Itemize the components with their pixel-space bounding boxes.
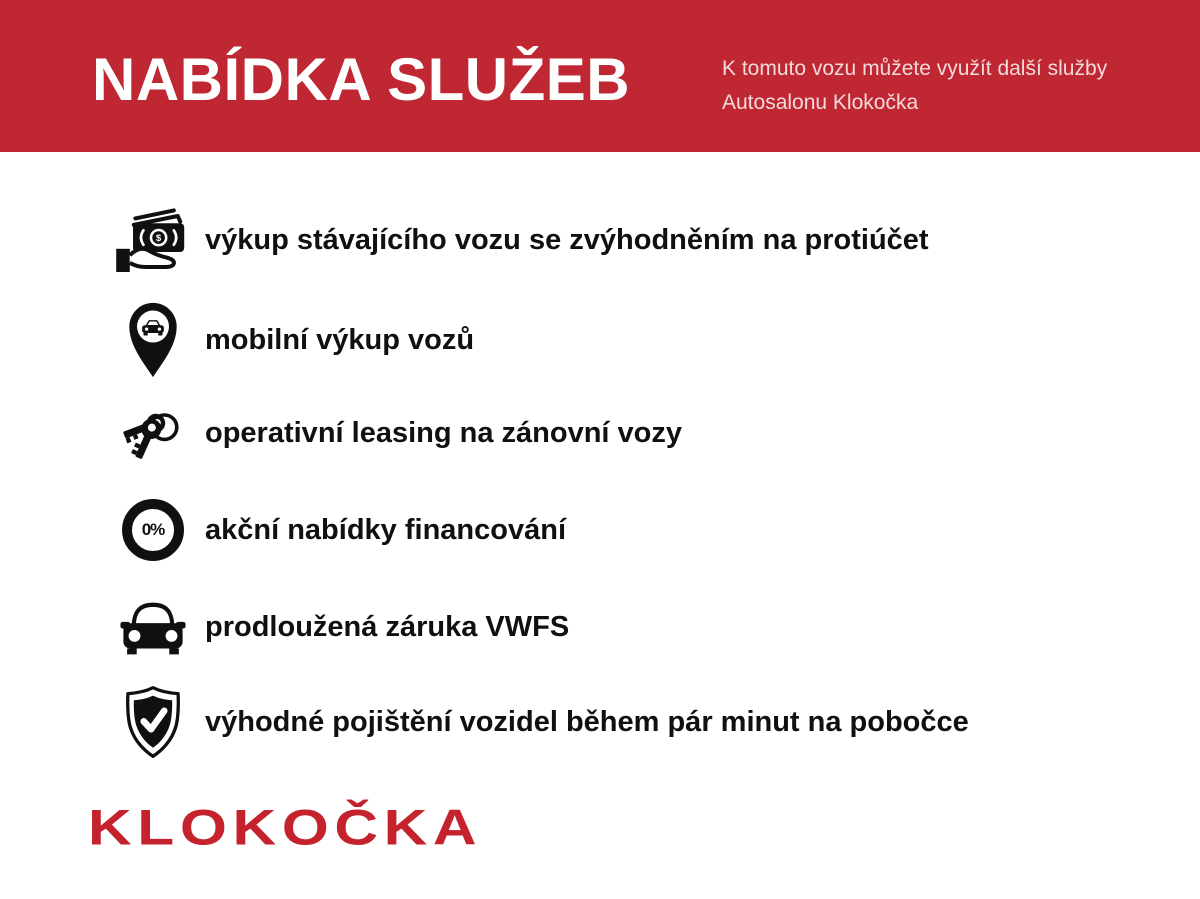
service-label: operativní leasing na zánovní vozy <box>205 416 683 449</box>
car-location-pin-icon <box>113 297 193 383</box>
service-row-buyback <box>113 197 1113 283</box>
dollar-glyph: $ <box>155 233 162 245</box>
header-banner <box>0 0 1200 152</box>
zero-percent-label: 0% <box>141 520 165 539</box>
service-row-mobile-buyback <box>113 297 1113 383</box>
zero-percent-icon <box>113 487 193 573</box>
zero-percent-ring <box>122 499 184 561</box>
keys-icon <box>113 390 193 476</box>
car-icon <box>113 584 193 670</box>
banner-subtitle <box>722 52 1142 120</box>
service-label: výkup stávajícího vozu se zvýhodněním na protiúčet <box>205 223 929 256</box>
service-row-insurance <box>113 679 1113 765</box>
banner-subtitle-line1: K tomuto vozu můžete využít další služby <box>722 57 1108 80</box>
service-label: prodloužená záruka VWFS <box>205 610 570 643</box>
shield-check-icon <box>113 679 193 765</box>
service-row-leasing <box>113 390 1113 476</box>
service-label: akční nabídky financování <box>205 513 566 546</box>
service-row-financing <box>113 487 1113 573</box>
service-label: mobilní výkup vozů <box>205 323 475 356</box>
banner-subtitle-line2: Autosalonu Klokočka <box>722 91 919 114</box>
page-title: NABÍDKA SLUŽEB <box>92 46 631 113</box>
service-label: výhodné pojištění vozidel během pár minut na pobočce <box>205 705 969 738</box>
cash-in-hand-icon <box>113 197 193 283</box>
klokocka-logo: KLOKOČKA <box>88 800 483 856</box>
service-row-warranty <box>113 584 1113 670</box>
